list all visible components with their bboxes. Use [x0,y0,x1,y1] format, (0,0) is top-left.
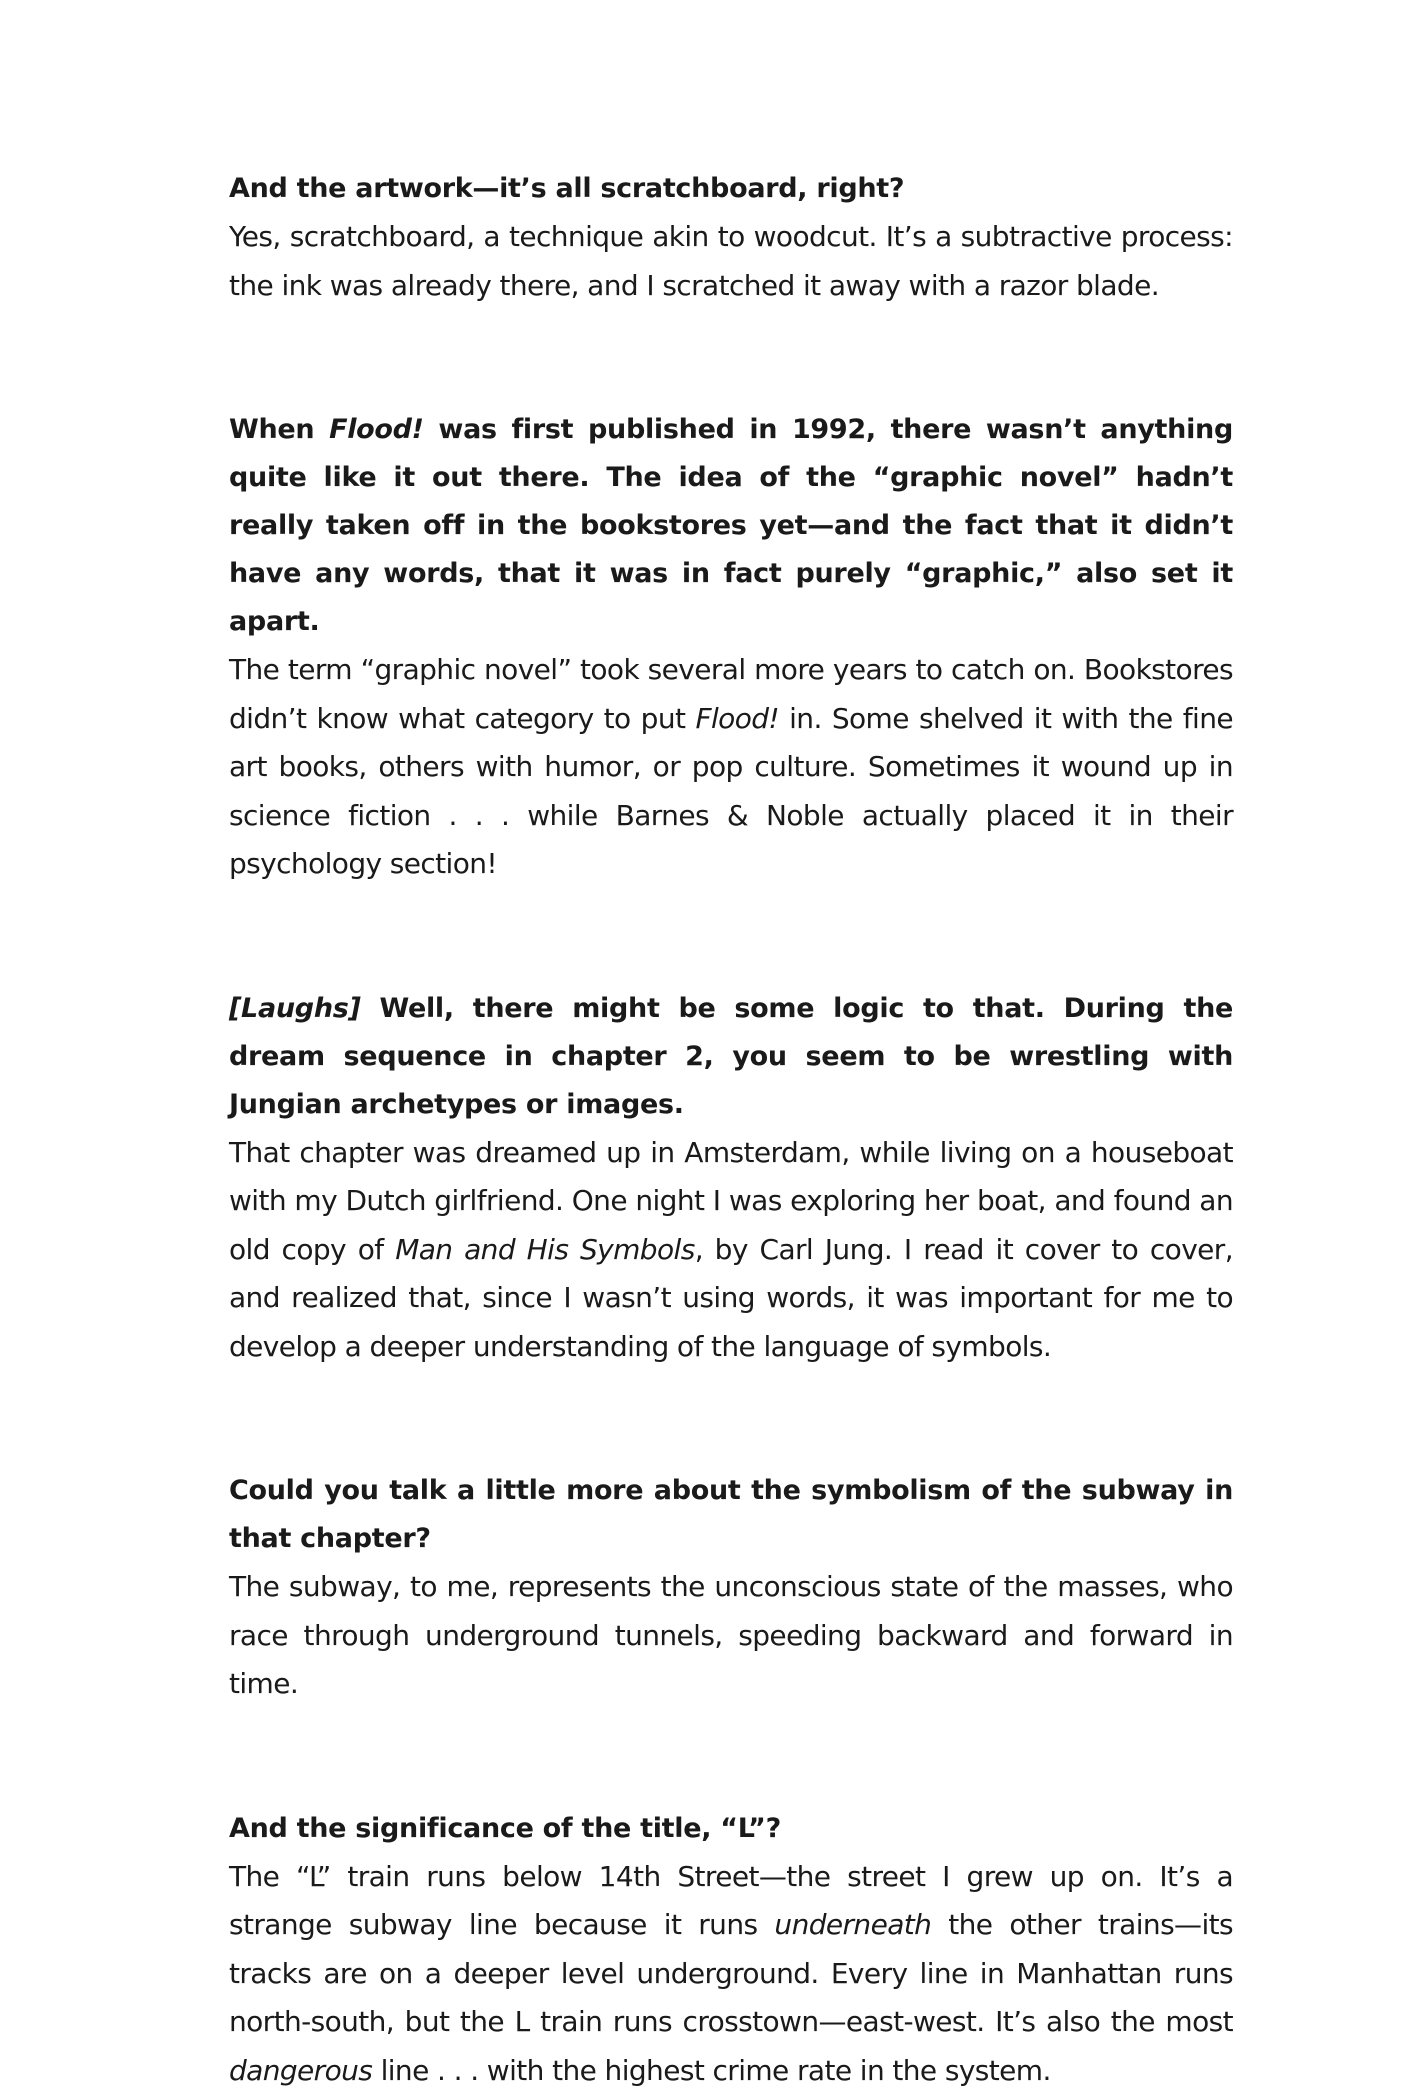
question-text: Could you talk a little more about the symbolism of the subway in that chapter? [229,1467,1233,1563]
page-body [229,165,1233,2095]
qa-block-artwork [229,165,1233,310]
qa-block-subway [229,1467,1233,1709]
italic-emphasis: underneath [774,1908,931,1941]
answer-text: The subway, to me, represents the unconscious state of the masses, who race through underground tunnels, speeding backward and forward in time. [229,1563,1233,1709]
italic-title: Flood! [695,702,779,735]
qa-block-graphic-novel [229,406,1233,889]
question-text: And the significance of the title, “L”? [229,1805,1233,1853]
question-text: When Flood! was first published in 1992, there wasn’t anything quite like it out there. The idea of the “graphic novel” hadn’t really taken off in the bookstores yet—and the fact that it didn’t have any words, that it was in fact purely “graphic,” also set it apart. [229,406,1233,646]
qa-block-title [229,1805,1233,2095]
answer-text: Yes, scratchboard, a technique akin to woodcut. It’s a subtractive process: the ink was already there, and I scratched it away with a razor blade. [229,213,1233,310]
answer-text: The “L” train runs below 14th Street—the street I grew up on. It’s a strange subway line because it runs underneath the other trains—its tracks are on a deeper level underground. Every line in Manhattan runs north-south, but the L train runs crosstown—east-west. It’s also the most dangerous line . . . with the highest crime rate in the system. [229,1853,1233,2095]
italic-emphasis: dangerous [229,2054,372,2087]
italic-aside: [Laughs] [229,993,361,1024]
italic-title: Flood! [329,414,424,445]
question-text: [Laughs] Well, there might be some logic to that. During the dream sequence in chapter 2, you seem to be wrestling with Jungian archetypes or images. [229,985,1233,1129]
qa-block-dream-sequence [229,985,1233,1372]
question-text: And the artwork—it’s all scratchboard, right? [229,165,1233,213]
italic-title: Man and His Symbols [395,1233,695,1266]
answer-text: The term “graphic novel” took several more years to catch on. Bookstores didn’t know what category to put Flood! in. Some shelved it with the fine art books, others with humor, or pop culture. Sometimes it wound up in science fiction . . . while Barnes & Noble actually placed it in their psychology section! [229,646,1233,889]
answer-text: That chapter was dreamed up in Amsterdam, while living on a houseboat with my Dutch girlfriend. One night I was exploring her boat, and found an old copy of Man and His Symbols, by Carl Jung. I read it cover to cover, and realized that, since I wasn’t using words, it was important for me to develop a deeper understanding of the language of symbols. [229,1129,1233,1372]
